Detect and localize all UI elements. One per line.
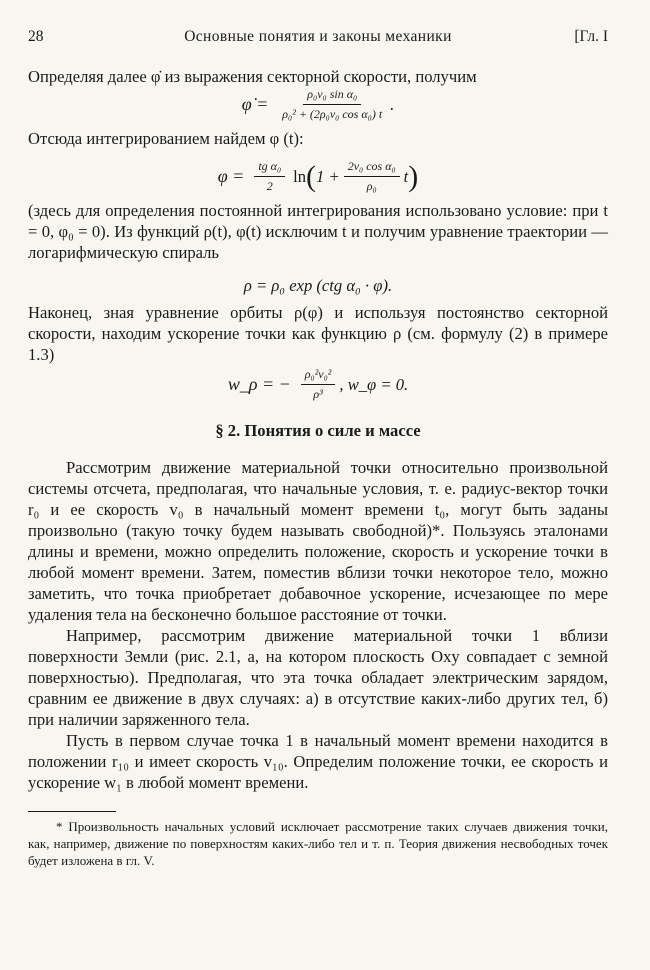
- formula-phi-dot: [28, 87, 608, 122]
- chapter-label: [Гл. I: [574, 28, 608, 45]
- denominator: ρ³: [313, 387, 323, 401]
- paragraph-2: Отсюда интегрированием найдем φ (t):: [28, 129, 304, 148]
- numerator: tg α₀: [254, 159, 285, 177]
- right-paren: ): [408, 159, 419, 193]
- formula-lhs: w_ρ = −: [227, 374, 291, 394]
- numerator: ρ₀v₀ sin α₀: [303, 87, 361, 105]
- formula-tail: .: [390, 95, 395, 114]
- paragraph-4: Наконец, зная уравнение орбиты ρ(φ) и используя постоянство секторной скорости, находим ускорение точки как функцию ρ (см. формулу (2) в примере 1.3): [28, 303, 608, 364]
- formula-acceleration: [28, 367, 608, 402]
- formula-tail: , w_φ = 0.: [339, 375, 409, 394]
- paragraph-3: (здесь для определения постоянной интегрирования использовано условие: при t = 0, φ₀ = 0). Из функций ρ(t), φ(t) исключим t и получим уравнение траектории — логарифмическую спираль: [28, 201, 608, 262]
- inner-lead: 1 +: [316, 167, 340, 186]
- paragraph-6: Например, рассмотрим движение материальной точки 1 вблизи поверхности Земли (рис. 2.1, a, на котором плоскость Oxy совпадает с земной поверхностью). Предполагая, что эта точка обладает электрическим зарядом, сравним ее движение в двух случаях: а) в отсутствие каких-либо других тел, б) при наличии заряженного тела.: [28, 626, 608, 729]
- ln-symbol: ln: [293, 167, 307, 186]
- formula-lhs: φ̇ =: [241, 94, 269, 114]
- footnote-divider: [28, 811, 116, 812]
- formula-phi: [28, 159, 608, 194]
- denominator: 2: [266, 179, 273, 193]
- paragraph-5: Рассмотрим движение материальной точки относительно произвольной системы отсчета, предполагая, что начальные условия, т. е. радиус-вектор точки r₀ и ее скорость v₀ в начальный момент времени t₀, могут быть заданы произвольно (такую точку будем называть свободной)*. Пользуясь эталонами длины и времени, можно определить положение, скорость и ускорение точки в любой момент времени. Затем, поместив вблизи точки некоторое тело, можно заметить, что точка приобретает добавочное ускорение, исчезающее по мере удаления тела на бесконечно большое расстояние от точки.: [28, 458, 608, 624]
- page-number: 28: [28, 28, 44, 45]
- numerator: 2v₀ cos α₀: [344, 159, 400, 177]
- fraction: [278, 87, 386, 122]
- section-title: § 2. Понятия о силе и массе: [215, 421, 421, 440]
- left-paren: (: [306, 159, 317, 193]
- paragraph-7: Пусть в первом случае точка 1 в начальный момент времени находится в положении r₁₀ и имеет скорость v₁₀. Определим положение точки, ее скорость и ускорение w₁ в любой момент времени.: [28, 731, 608, 792]
- denominator: ρ₀² + (2ρ₀v₀ cos α₀) t: [282, 107, 383, 121]
- inner-tail: t: [403, 167, 409, 186]
- fraction: [301, 367, 336, 402]
- running-title: Основные понятия и законы механики: [184, 28, 452, 45]
- formula-lhs: φ =: [217, 166, 245, 186]
- denominator: ρ₀: [366, 179, 377, 193]
- formula-spiral: [28, 275, 608, 296]
- footnote: * Произвольность начальных условий исключает рассмотрение таких случаев движения точки, как, например, движение по поверхностям каких-либо тел и т. п. Теория движения несвободных точек будет изложена в гл. V.: [28, 819, 608, 868]
- inner-fraction: [344, 159, 400, 194]
- numerator: ρ₀²v₀²: [301, 367, 336, 385]
- fraction: [254, 159, 285, 194]
- formula-text: ρ = ρ₀ exp (ctg α₀ · φ).: [243, 276, 393, 295]
- paragraph-1: Определяя далее φ̇ из выражения секторной скорости, получим: [28, 67, 477, 86]
- page-header: [28, 22, 608, 48]
